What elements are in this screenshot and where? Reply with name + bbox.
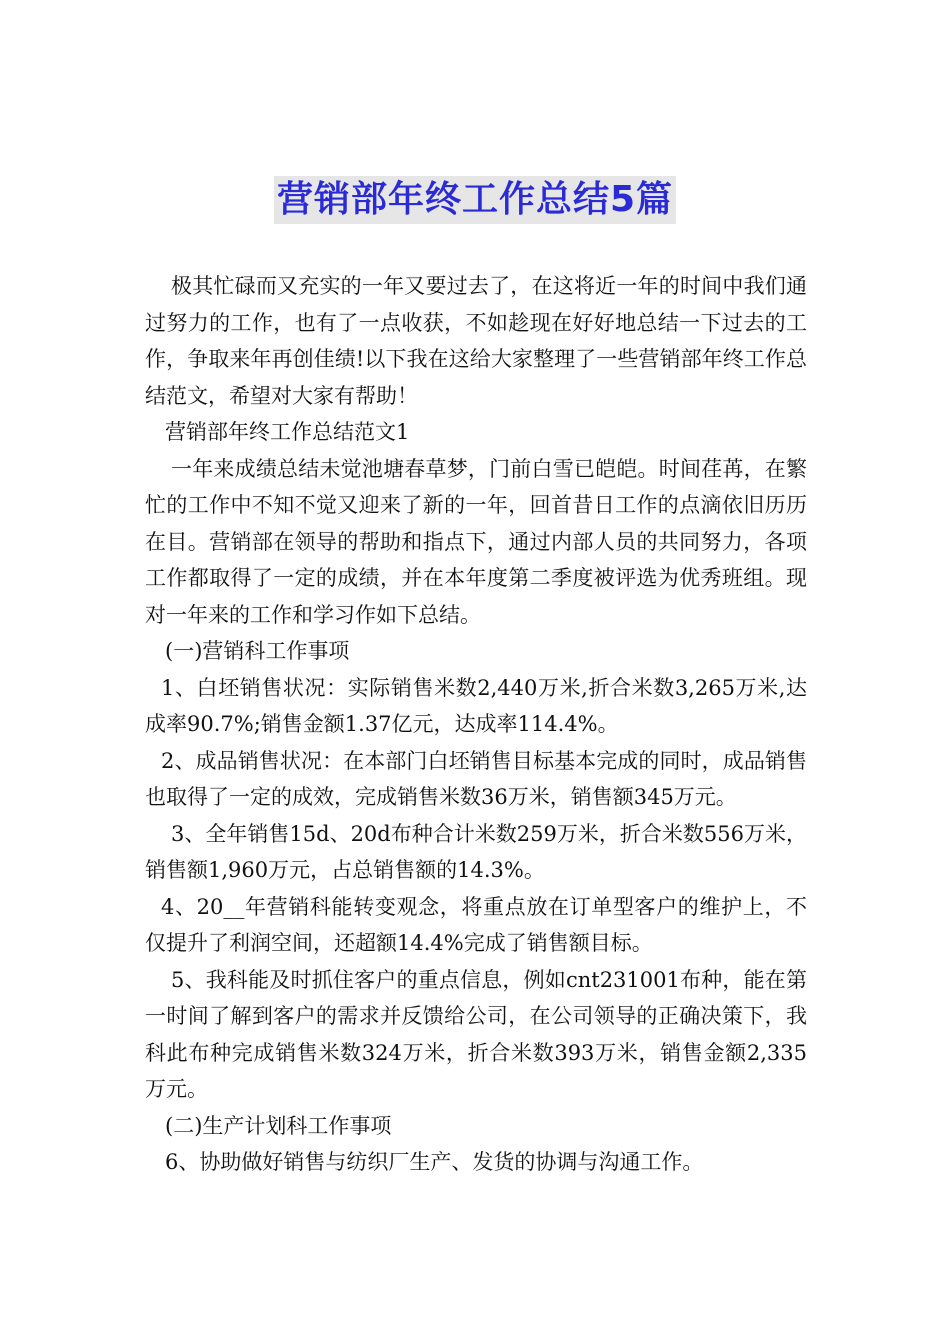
- list-item-4: 4、20__年营销科能转变观念，将重点放在订单型客户的维护上，不仅提升了利润空间，还超额14.4%完成了销售额目标。: [145, 894, 807, 955]
- subsection-heading-production: (二)生产计划科工作事项: [165, 1113, 392, 1138]
- subsection-heading-marketing: (一)营销科工作事项: [165, 639, 350, 663]
- document-body: [145, 268, 807, 1181]
- title-container: [0, 176, 950, 224]
- summary-paragraph: 一年来成绩总结未觉池塘春草梦，门前白雪已皑皑。时间荏苒，在繁忙的工作中不知不觉又迎来了新的一年，回首昔日工作的点滴依旧历历在目。营销部在领导的帮助和指点下，通过内部人员的共同努力，各项工作都取得了一定的成绩，并在本年度第二季度被评选为优秀班组。现对一年来的工作和学习作如下总结。: [145, 456, 807, 627]
- list-item-5: 5、我科能及时抓住客户的重点信息，例如cnt231001布种，能在第一时间了解到客户的需求并反馈给公司，在公司领导的正确决策下，我科此布种完成销售米数324万米，折合米数393万米，销售金额2,335万元。: [145, 967, 807, 1101]
- section-heading-sample-1: 营销部年终工作总结范文1: [165, 420, 410, 444]
- document-title: 营销部年终工作总结5篇: [274, 176, 676, 224]
- list-item-3: 3、全年销售15d、20d布种合计米数259万米，折合米数556万米，销售额1,960万元，占总销售额的14.3%。: [145, 821, 807, 882]
- intro-paragraph: 极其忙碌而又充实的一年又要过去了，在这将近一年的时间中我们通过努力的工作，也有了一点收获，不如趁现在好好地总结一下过去的工作，争取来年再创佳绩!以下我在这给大家整理了一些营销部年终工作总结范文，希望对大家有帮助！: [145, 274, 807, 408]
- list-item-1: 1、白坯销售状况：实际销售米数2,440万米,折合米数3,265万米,达成率90.7%;销售金额1.37亿元，达成率114.4%。: [145, 675, 807, 736]
- list-item-2: 2、成品销售状况：在本部门白坯销售目标基本完成的同时，成品销售也取得了一定的成效，完成销售米数36万米，销售额345万元。: [145, 748, 807, 809]
- list-item-6: 6、协助做好销售与纺织厂生产、发货的协调与沟通工作。: [165, 1150, 704, 1174]
